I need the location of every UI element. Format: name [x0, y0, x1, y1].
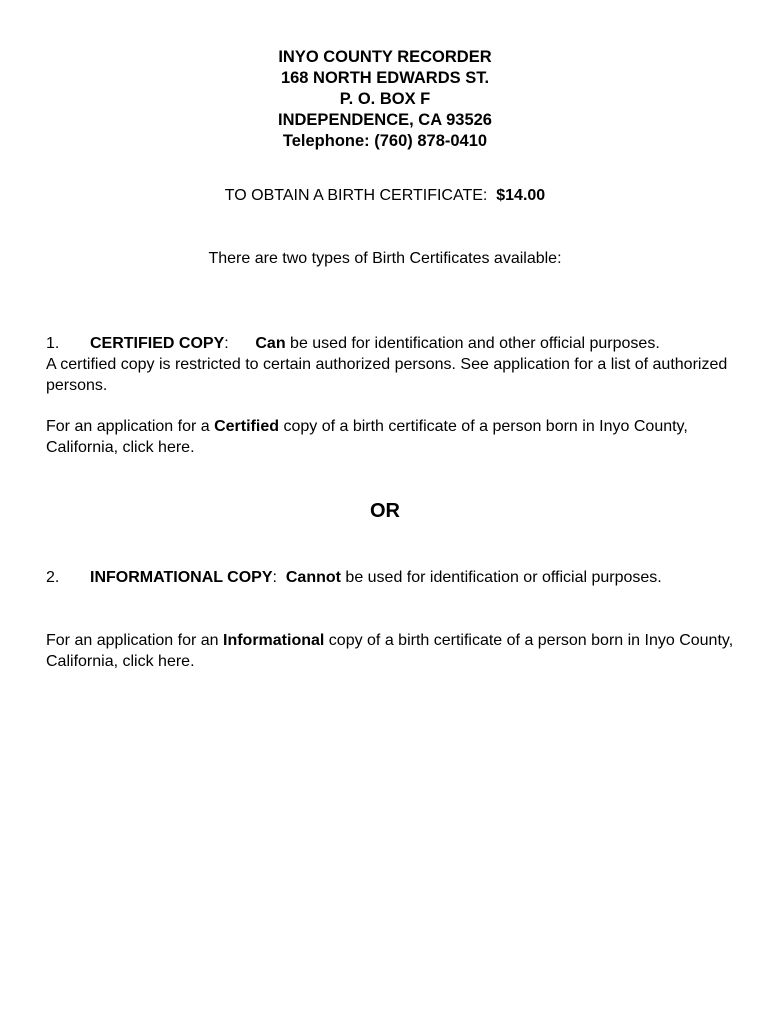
fee-amount: $14.00: [496, 187, 546, 204]
informational-copy-title: INFORMATIONAL COPY: [90, 569, 273, 586]
informational-copy-item: [46, 567, 736, 588]
office-name: INYO COUNTY RECORDER: [278, 48, 492, 66]
item-number: 2.: [46, 569, 60, 586]
recorder-address-block: [0, 47, 770, 152]
certified-application-text: [46, 416, 736, 458]
informational-app-prefix: For an application for an: [46, 632, 223, 649]
street-address: 168 NORTH EDWARDS ST.: [280, 69, 490, 87]
po-box: P. O. BOX F: [339, 90, 431, 108]
certified-app-prefix: For an application for a: [46, 418, 215, 435]
informational-application-text: [46, 630, 736, 672]
certified-copy-item: [46, 333, 736, 396]
informational-emphasis: Cannot: [285, 569, 341, 586]
certified-app-bold: Certified: [214, 418, 279, 435]
informational-click-here-link[interactable]: click here.: [122, 653, 195, 670]
item-number: 1.: [46, 335, 60, 352]
certified-copy-title: CERTIFIED COPY: [90, 335, 225, 352]
title-colon: :: [272, 569, 286, 586]
informational-description: be used for identification or official purposes.: [340, 569, 662, 586]
informational-app-rest: copy of a birth certificate of a person born in Inyo County, California,: [46, 632, 734, 670]
fee-label: TO OBTAIN A BIRTH CERTIFICATE:: [224, 187, 488, 204]
fee-line: [0, 187, 770, 205]
certified-app-rest: copy of a birth certificate of a person born in Inyo County, California,: [46, 418, 688, 456]
certified-emphasis: Can: [255, 335, 286, 352]
intro-text: There are two types of Birth Certificates available:: [208, 250, 562, 267]
informational-app-bold: Informational: [223, 632, 325, 649]
or-divider: OR: [370, 500, 400, 522]
city-state-zip: INDEPENDENCE, CA 93526: [278, 111, 492, 129]
title-colon: :: [224, 335, 229, 352]
certified-description: be used for identification and other official purposes.: [285, 335, 660, 352]
certified-click-here-link[interactable]: click here.: [122, 439, 195, 456]
certified-restriction: A certified copy is restricted to certain authorized persons. See application for a list of authorized persons.: [46, 356, 728, 394]
telephone: Telephone: (760) 878-0410: [282, 132, 488, 150]
